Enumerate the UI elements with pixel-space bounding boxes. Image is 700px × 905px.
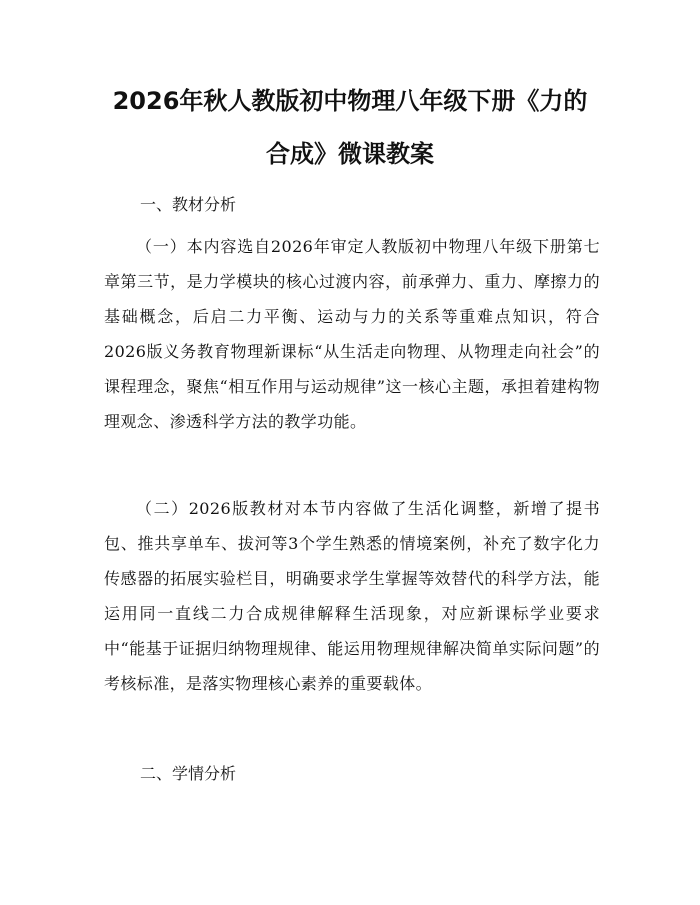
section-heading-textbook-analysis: 一、教材分析	[140, 195, 237, 214]
section-heading-student-analysis: 二、学情分析	[140, 764, 237, 783]
document-title-line-1: 2026年秋人教版初中物理八年级下册《力的	[112, 87, 588, 115]
document-title-line-2: 合成》微课教案	[266, 140, 434, 168]
paragraph-textbook-adjustment: （二）2026版教材对本节内容做了生活化调整，新增了提书包、推共享单车、拔河等3个学生熟悉的情境案例，补充了数字化力传感器的拓展实验栏目，明确要求学生掌握等效替代的科学方法，能运用同一直线二力合成规律解释生活现象，对应新课标学业要求中“能基于证据归纳物理规律、能运用物理规律解决简单实际问题”的考核标准，是落实物理核心素养的重要载体。	[104, 499, 600, 693]
paragraph-content-source: （一）本内容选自2026年审定人教版初中物理八年级下册第七章第三节，是力学模块的核心过渡内容，前承弹力、重力、摩擦力的基础概念，后启二力平衡、运动与力的关系等重难点知识，符合2026版义务教育物理新课标“从生活走向物理、从物理走向社会”的课程理念，聚焦“相互作用与运动规律”这一核心主题，承担着建构物理观念、渗透科学方法的教学功能。	[104, 237, 600, 431]
